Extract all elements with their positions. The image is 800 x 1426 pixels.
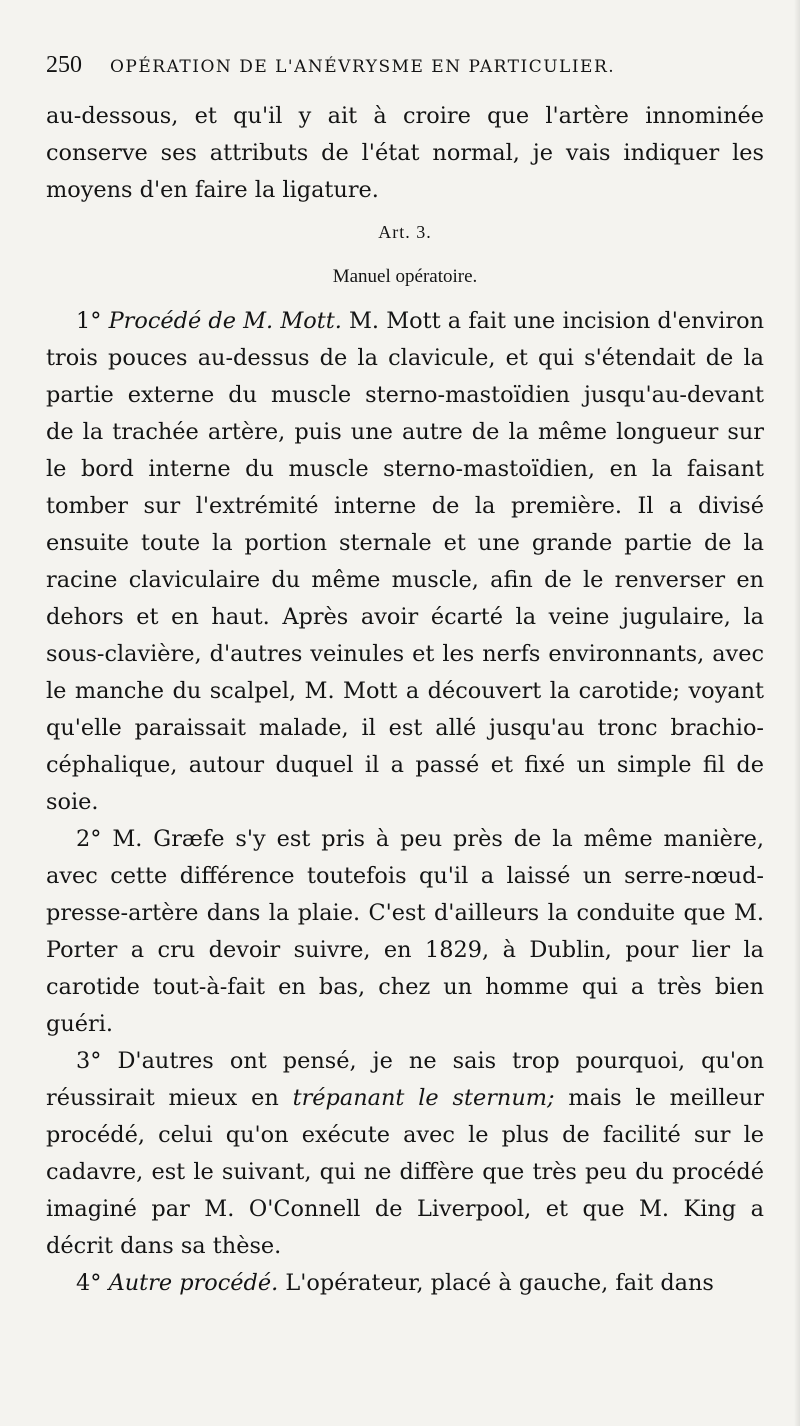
paragraph-3: [46, 1043, 764, 1265]
page-edge-shadow: [794, 0, 800, 1426]
paragraph-3-text-start: 3° D'autres ont pensé, je ne sais trop pourquoi, qu'on réussirait mieux en: [46, 1048, 764, 1111]
paragraph-3-italic: trépanant le sternum;: [292, 1085, 555, 1111]
section-heading: Manuel opératoire.: [332, 266, 478, 287]
paragraph-3-text-end: mais le meilleur procédé, celui qu'on exécute avec le plus de facilité sur le cadavre, est le suivant, qui ne diffère que très peu du procédé imaginé par M. O'Connell de Liverpool, et que M. King a décrit dans sa thèse.: [46, 1085, 764, 1259]
paragraph-1-title: Procédé de M. Mott.: [108, 308, 342, 334]
paragraph-4-number: 4°: [76, 1270, 109, 1296]
page-number: 250: [46, 52, 82, 78]
paragraph-4-title: Autre procédé.: [108, 1270, 279, 1296]
paragraph-4: [46, 1265, 764, 1302]
paragraph-4-text: L'opérateur, placé à gauche, fait dans: [278, 1270, 714, 1296]
running-head: [46, 52, 764, 92]
article-heading: Art. 3.: [378, 222, 432, 242]
running-title: OPÉRATION DE L'ANÉVRYSME EN PARTICULIER.: [110, 57, 616, 77]
paragraph-1: [46, 303, 764, 821]
paragraph-1-number: 1°: [76, 308, 109, 334]
paragraph-2: 2° M. Græfe s'y est pris à peu près de la même manière, avec cette différence toutefois qu'il a laissé un serre-nœud-presse-artère dans la plaie. C'est d'ailleurs la conduite que M. Porter a cru devoir suivre, en 1829, à Dublin, pour lier la carotide tout-à-fait en bas, chez un homme qui a très bien guéri.: [46, 826, 764, 1037]
paragraph-1-text: M. Mott a fait une incision d'environ trois pouces au-dessus de la clavicule, et qui s'étendait de la partie externe du muscle sterno-mastoïdien jusqu'au-devant de la trachée artère, puis une autre de la même longueur sur le bord interne du muscle sterno-mastoïdien, en la faisant tomber sur l'extrémité interne de la première. Il a divisé ensuite toute la portion sternale et une grande partie de la racine claviculaire du même muscle, afin de le renverser en dehors et en haut. Après avoir écarté la veine jugulaire, la sous-clavière, d'autres veinules et les nerfs environnants, avec le manche du scalpel, M. Mott a découvert la carotide; voyant qu'elle paraissait malade, il est allé jusqu'au tronc brachio-céphalique, autour duquel il a passé et fixé un simple fil de soie.: [46, 308, 765, 815]
opening-paragraph: au-dessous, et qu'il y ait à croire que l'artère innominée conserve ses attributs de l'état normal, je vais indiquer les moyens d'en faire la ligature.: [46, 103, 764, 203]
body-text: [46, 98, 764, 1302]
